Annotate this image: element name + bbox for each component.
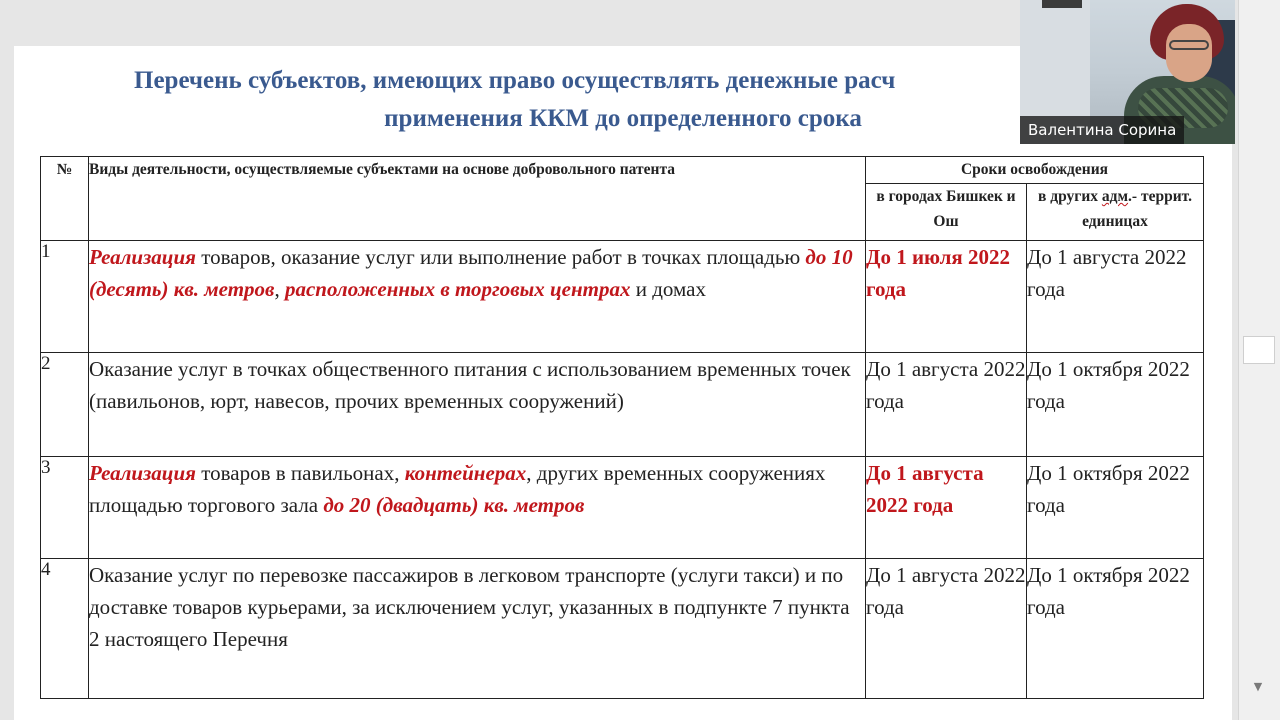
header-cities: в городах Бишкек и Ош [866, 184, 1027, 241]
emphasis-text: расположенных в торговых центрах [284, 277, 631, 301]
body-text: , [274, 277, 285, 301]
table-row [41, 353, 1204, 457]
header-other-units: в других адм.- террит. единицах [1027, 184, 1204, 241]
emphasis-text: Реализация [89, 245, 196, 269]
scrollbar-thumb[interactable] [1243, 336, 1275, 364]
table-body [41, 241, 1204, 699]
row-number: 1 [41, 241, 89, 353]
slide-title-line1: Перечень субъектов, имеющих право осуществлять денежные расч [134, 67, 896, 94]
webcam-person-face [1166, 24, 1212, 82]
row-number: 4 [41, 559, 89, 699]
row-term-other-units: До 1 августа 2022 года [1027, 241, 1204, 353]
participant-name-label: Валентина Сорина [1020, 116, 1184, 144]
row-activity-kind [89, 241, 866, 353]
row-activity-kind [89, 353, 866, 457]
table-row [41, 241, 1204, 353]
emphasis-text: до 20 (двадцать) кв. метров [323, 493, 585, 517]
header-number: № [41, 157, 89, 241]
webcam-background-frame [1042, 0, 1082, 8]
vertical-scrollbar[interactable] [1238, 0, 1280, 720]
chevron-down-icon[interactable]: ▼ [1253, 680, 1263, 693]
table-row [41, 457, 1204, 559]
body-text: , других временных сооружениях площадью торгового зала [89, 461, 826, 517]
body-text: товаров в павильонах, [195, 461, 405, 485]
row-activity-kind [89, 559, 866, 699]
emphasis-text: контейнерах [404, 461, 527, 485]
row-term-other-units: До 1 октября 2022 года [1027, 353, 1204, 457]
body-text: Оказание услуг в точках общественного питания с использованием временных точек (павильонов, юрт, навесов, прочих временных сооружений) [89, 357, 851, 413]
table-row [41, 559, 1204, 699]
row-term-cities: До 1 августа 2022 года [866, 353, 1027, 457]
emphasis-text: Реализация [89, 461, 196, 485]
row-term-cities: До 1 июля 2022 года [866, 241, 1027, 353]
exemption-table [40, 156, 1204, 699]
row-number: 3 [41, 457, 89, 559]
body-text: Оказание услуг по перевозке пассажиров в легковом транспорте (услуги такси) и по доставке товаров курьерами, за исключением услуг, указанных в подпункте 7 пункта 2 настоящего Перечня [89, 563, 850, 651]
row-term-other-units: До 1 октября 2022 года [1027, 457, 1204, 559]
row-term-other-units: До 1 октября 2022 года [1027, 559, 1204, 699]
row-term-cities: До 1 августа 2022 года [866, 457, 1027, 559]
header-exemption-terms: Сроки освобождения [866, 157, 1204, 184]
body-text: и домах [630, 277, 706, 301]
body-text: товаров, оказание услуг или выполнение работ в точках площадью [195, 245, 806, 269]
row-term-cities: До 1 августа 2022 года [866, 559, 1027, 699]
header-activity-kind: Виды деятельности, осуществляемые субъектами на основе добровольного патента [89, 157, 866, 241]
row-number: 2 [41, 353, 89, 457]
slide-title-line2: применения ККМ до определенного срока [384, 105, 862, 132]
webcam-person-glasses [1169, 40, 1209, 50]
webcam-overlay[interactable] [1020, 0, 1235, 144]
slide-page [14, 46, 1232, 720]
row-activity-kind [89, 457, 866, 559]
emphasis-text: до 10 (десять) кв. метров [89, 245, 853, 301]
